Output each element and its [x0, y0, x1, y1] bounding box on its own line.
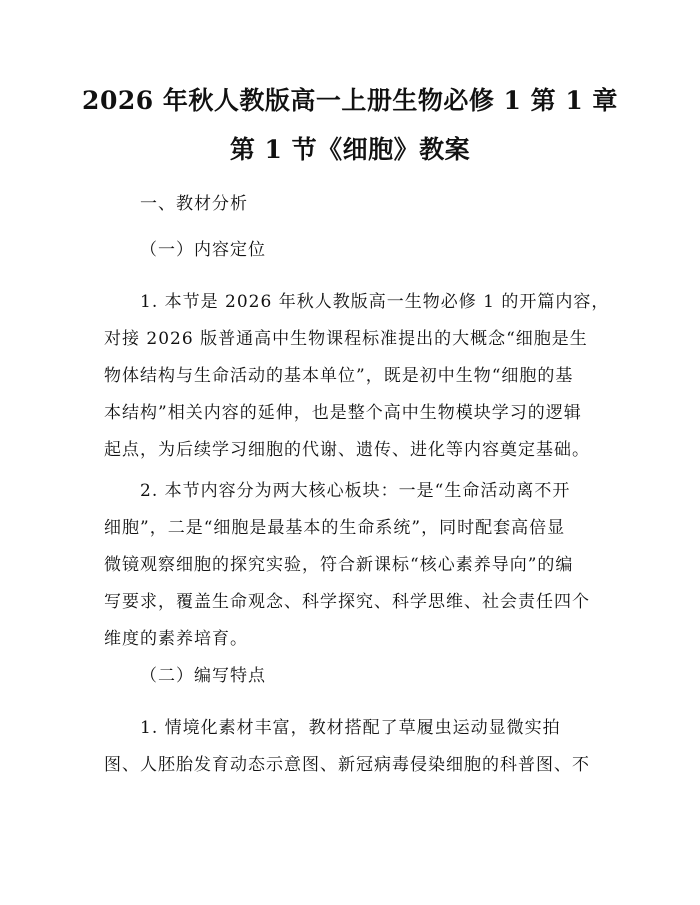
paragraph-1	[104, 284, 610, 469]
paragraph-line: 对接 2026 版普通高中生物课程标准提出的大概念“细胞是生	[104, 329, 588, 349]
subsection-heading-content-positioning: （一）内容定位	[140, 240, 266, 260]
paragraph-line: 2. 本节内容分为两大核心板块：一是“生命活动离不开	[140, 481, 571, 501]
paragraph-line: 维度的素养培育。	[104, 629, 248, 649]
paragraph-line: 起点，为后续学习细胞的代谢、遗传、进化等内容奠定基础。	[104, 440, 590, 460]
paragraph-line: 细胞”，二是“细胞是最基本的生命系统”，同时配套高倍显	[104, 518, 566, 538]
paragraph-line: 本结构”相关内容的延伸，也是整个高中生物模块学习的逻辑	[104, 403, 582, 423]
paragraph-line: 微镜观察细胞的探究实验，符合新课标“核心素养导向”的编	[104, 555, 574, 575]
paragraph-line: 1. 情境化素材丰富，教材搭配了草履虫运动显微实拍	[140, 718, 561, 738]
paragraph-3	[104, 710, 604, 784]
paragraph-line: 写要求，覆盖生命观念、科学探究、科学思维、社会责任四个	[104, 592, 590, 612]
document-title-line-2: 第 1 节《细胞》教案	[229, 135, 471, 164]
section-heading-textbook-analysis: 一、教材分析	[140, 194, 248, 214]
paragraph-line: 物体结构与生命活动的基本单位”，既是初中生物“细胞的基	[104, 366, 574, 386]
paragraph-2	[104, 473, 604, 658]
paragraph-line: 1. 本节是 2026 年秋人教版高一生物必修 1 的开篇内容，	[140, 292, 610, 312]
paragraph-line: 图、人胚胎发育动态示意图、新冠病毒侵染细胞的科普图、不	[104, 755, 590, 775]
document-title-line-1: 2026 年秋人教版高一上册生物必修 1 第 1 章	[82, 86, 618, 115]
subsection-heading-writing-features: （二）编写特点	[140, 666, 266, 686]
